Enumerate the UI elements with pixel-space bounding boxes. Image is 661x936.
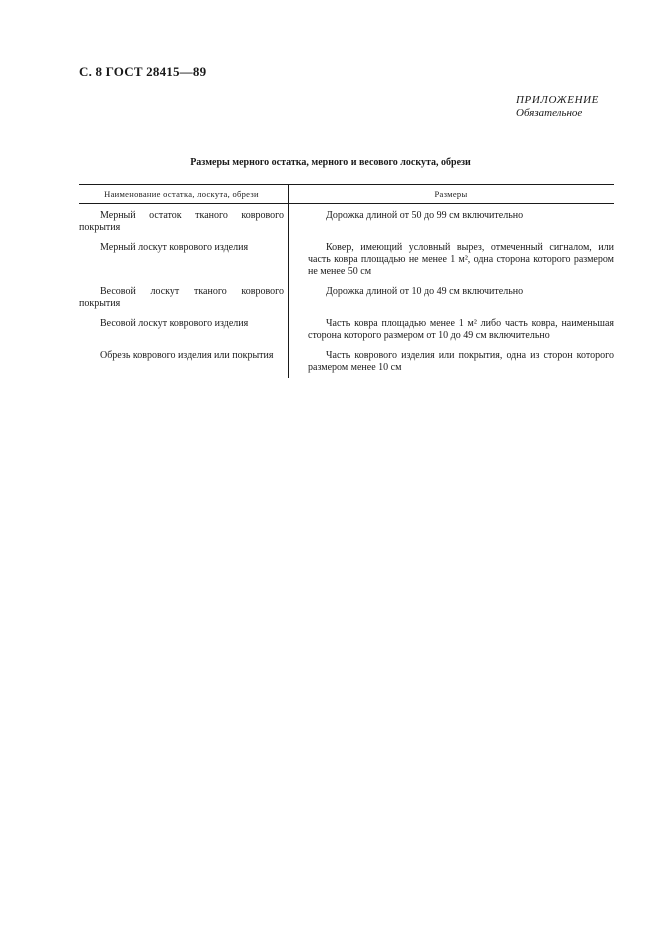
column-header-size: Размеры [434,189,468,199]
table-row [79,210,614,234]
appendix-label: ПРИЛОЖЕНИЕ [516,94,599,106]
table-header [79,184,614,204]
column-header-name: Наименование остатка, лоскута, обрези [104,189,259,199]
row-size: Часть коврового изделия или покрытия, одна из сторон которого размером менее 10 см [308,350,614,373]
row-name: Мерный лоскут коврового изделия [100,242,249,253]
row-name: Обрезь коврового изделия или покрытия [100,350,274,361]
table-row [79,286,614,310]
table-row [79,242,614,278]
page-header: С. 8 ГОСТ 28415—89 [79,64,207,79]
row-size: Дорожка длиной от 50 до 99 см включительно [326,210,524,221]
table-row [79,350,614,374]
table-row [79,318,614,342]
row-size: Часть ковра площадью менее 1 м² либо часть ковра, наименьшая сторона которого размером от 10 до 49 см включительно [308,318,614,341]
row-name: Весовой лоскут тканого коврового покрытия [79,286,284,309]
appendix-block [516,94,599,120]
sizes-table [79,184,614,374]
column-divider [288,184,289,378]
row-name: Мерный остаток тканого коврового покрытия [79,210,284,233]
row-size: Ковер, имеющий условный вырез, отмеченный сигналом, или часть ковра площадью не менее 1 м², одна сторона которого размером не менее 50 см [308,242,614,277]
row-name: Весовой лоскут коврового изделия [100,318,249,329]
row-size: Дорожка длиной от 10 до 49 см включительно [326,286,524,297]
appendix-status: Обязательное [516,107,583,119]
table-title: Размеры мерного остатка, мерного и весового лоскута, обрези [190,157,471,168]
